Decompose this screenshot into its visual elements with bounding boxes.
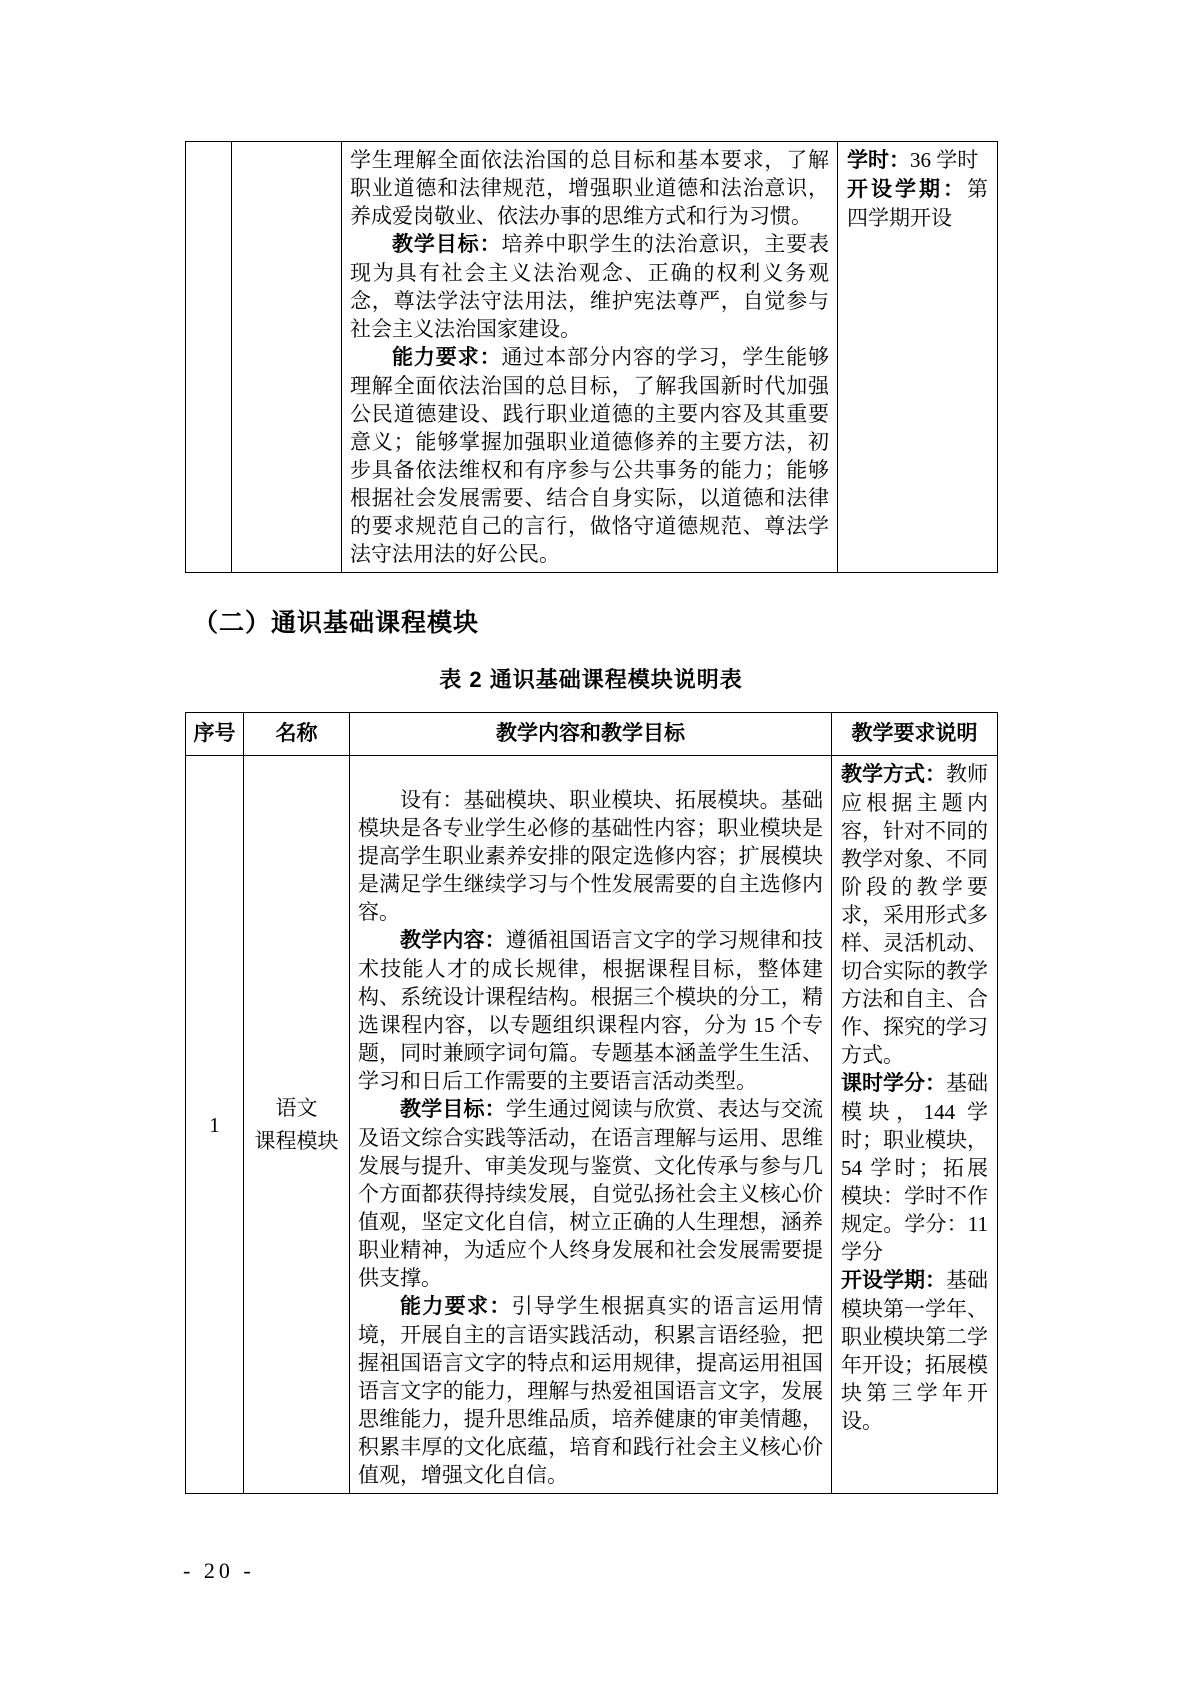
table2-title: 表 2 通识基础课程模块说明表 <box>439 667 743 692</box>
row-requirement-paragraphs: 教学方式：教师应根据主题内容，针对不同的教学对象、不同阶段的教学要求，采用形式多样、灵活机动、切合实际的教学方法和自主、合作、探究的学习方式。 课时学分：基础模块，144 学时；职业模块，54 学时；拓展模块：学时不作规定。学分：11 学分 开设学期：基础模块第一学年、职业模块第二学年开设；拓展模块第三学年开设。 <box>841 762 988 1433</box>
document-content <box>185 141 997 1494</box>
row-name-cell <box>244 756 350 1494</box>
header-index: 序号 <box>186 713 244 756</box>
header-requirements: 教学要求说明 <box>832 713 998 756</box>
page-number: - 20 - <box>183 1558 255 1583</box>
table1-row <box>186 142 998 573</box>
table2-header-row <box>186 713 998 756</box>
row-requirements-cell <box>832 756 998 1494</box>
row-content-cell <box>350 756 832 1494</box>
header-content: 教学内容和教学目标 <box>350 713 832 756</box>
header-name: 名称 <box>244 713 350 756</box>
table1-content-paragraphs: 学生理解全面依法治国的总目标和基本要求，了解职业道德和法律规范，增强职业道德和法治意识，养成爱岗敬业、依法办事的思维方式和行为习惯。 教学目标：培养中职学生的法治意识，主要表现为具有社会主义法治观念、正确的权利义务观念，尊法学法守法用法，维护宪法尊严，自觉参与社会主义法治国家建设。 能力要求：通过本部分内容的学习，学生能够理解全面依法治国的总目标，了解我国新时代加强公民道德建设、践行职业道德的主要内容及其重要意义；能够掌握加强职业道德修养的主要方法，初步具备依法维权和有序参与公共事务的能力；能够根据社会发展需要、结合自身实际，以道德和法律的要求规范自己的言行，做恪守道德规范、尊法学法守法用法的好公民。 <box>350 148 830 566</box>
row-index-cell: 1 <box>186 756 244 1494</box>
table1-requirements-cell <box>838 142 998 573</box>
table1-index-cell <box>186 142 232 573</box>
course-module-name: 语文 课程模块 <box>254 1095 339 1153</box>
table1-continuation <box>185 141 998 573</box>
row-content-paragraphs: 设有：基础模块、职业模块、拓展模块。基础模块是各专业学生必修的基础性内容；职业模块是提高学生职业素养安排的限定选修内容；扩展模块是满足学生继续学习与个性发展需要的自主选修内容。 教学内容：遵循祖国语言文字的学习规律和技术技能人才的成长规律，根据课程目标，整体建构、系统设计课程结构。根据三个模块的分工，精选课程内容，以专题组织课程内容，分为 15 个专题，同时兼顾字词句篇。专题基本涵盖学生生活、学习和日后工作需要的主要语言活动类型。 教学目标：学生通过阅读与欣赏、表达与交流及语文综合实践等活动，在语言理解与运用、思维发展与提升、审美发现与鉴赏、文化传承与参与几个方面都获得持续发展，自觉弘扬社会主义核心价值观，坚定文化自信，树立正确的人生理想，涵养职业精神，为适应个人终身发展和社会发展需要提供支撑。 能力要求：引导学生根据真实的语言运用情境，开展自主的言语实践活动，积累言语经验，把握祖国语言文字的特点和运用规律，提高运用祖国语言文字的能力，理解与热爱祖国语言文字，发展思维能力，提升思维品质，培养健康的审美情趣，积累丰厚的文化底蕴，培育和践行社会主义核心价值观，增强文化自信。 <box>358 788 824 1487</box>
table1-name-cell <box>232 142 342 573</box>
table1-requirement-paragraphs: 学时：36 学时 开设学期：第四学期开设 <box>847 148 988 230</box>
table2 <box>185 712 998 1494</box>
table1-content-cell <box>342 142 838 573</box>
table-row <box>186 756 998 1494</box>
section-heading: （二）通识基础课程模块 <box>193 609 480 637</box>
